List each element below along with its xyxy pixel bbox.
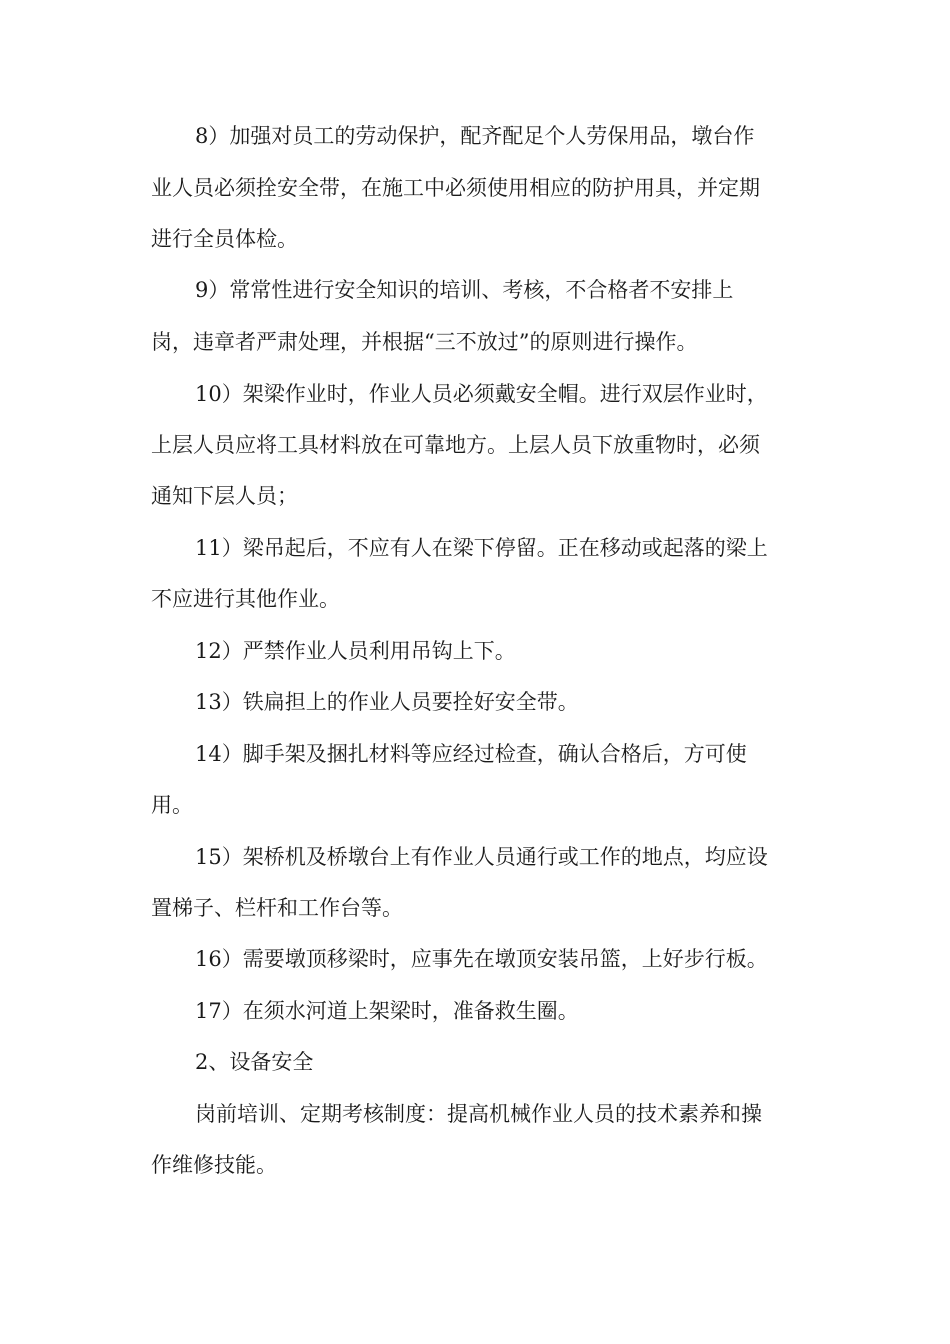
- text-line-5: 岗，违章者严肃处理，并根据“三不放过”的原则进行操作。: [151, 330, 698, 354]
- section-heading: 2、设备安全: [195, 1050, 314, 1074]
- text-line-18: 17）在须水河道上架梁时，准备救生圈。: [195, 999, 579, 1023]
- text-line-16: 置梯子、栏杆和工作台等。: [151, 896, 403, 920]
- text-line-20: 岗前培训、定期考核制度：提高机械作业人员的技术素养和操: [195, 1102, 762, 1126]
- text-line-6: 10）架梁作业时，作业人员必须戴安全帽。进行双层作业时，: [195, 382, 768, 406]
- text-line-7: 上层人员应将工具材料放在可靠地方。上层人员下放重物时，必须: [151, 433, 760, 457]
- text-line-9: 11）梁吊起后，不应有人在梁下停留。正在移动或起落的梁上: [195, 536, 768, 560]
- text-line-14: 用。: [151, 793, 193, 817]
- text-line-3: 进行全员体检。: [151, 227, 298, 251]
- text-line-13: 14）脚手架及捆扎材料等应经过检查，确认合格后，方可使: [195, 742, 747, 766]
- text-line-12: 13）铁扁担上的作业人员要拴好安全带。: [195, 690, 579, 714]
- text-line-1: 8）加强对员工的劳动保护，配齐配足个人劳保用品，墩台作: [195, 124, 755, 148]
- text-line-21: 作维修技能。: [151, 1153, 277, 1177]
- text-line-15: 15）架桥机及桥墩台上有作业人员通行或工作的地点，均应设: [195, 845, 768, 869]
- text-line-11: 12）严禁作业人员利用吊钩上下。: [195, 639, 516, 663]
- text-line-8: 通知下层人员；: [151, 484, 298, 508]
- text-line-4: 9）常常性进行安全知识的培训、考核，不合格者不安排上: [195, 278, 734, 302]
- text-line-17: 16）需要墩顶移梁时，应事先在墩顶安装吊篮，上好步行板。: [195, 947, 768, 971]
- text-line-10: 不应进行其他作业。: [151, 587, 340, 611]
- text-line-2: 业人员必须拴安全带，在施工中必须使用相应的防护用具，并定期: [151, 176, 760, 200]
